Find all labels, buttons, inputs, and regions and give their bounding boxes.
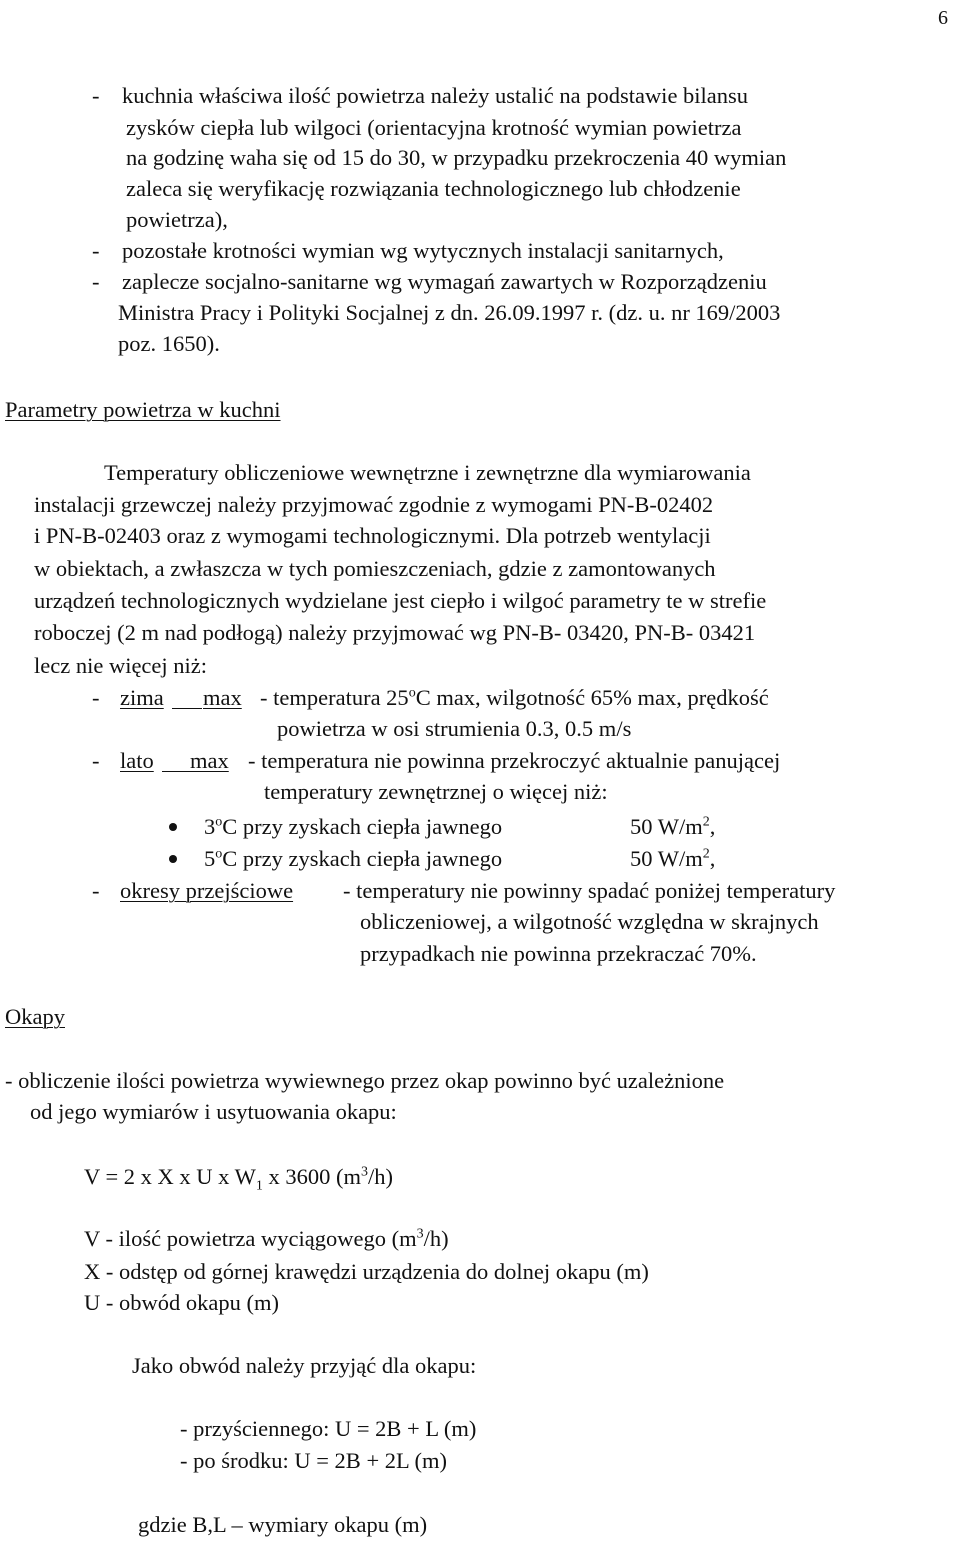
list-item: zaplecze socjalno-sanitarne wg wymagań zawartych w Rozporządzeniu <box>122 269 767 294</box>
bullet-number: 3 <box>204 814 216 839</box>
list-item: powietrza), <box>126 207 228 232</box>
perimeter-intro: Jako obwód należy przyjąć dla okapu: <box>132 1353 477 1378</box>
legend-item: U - obwód okapu (m) <box>84 1290 279 1315</box>
superscript: 2 <box>702 814 710 830</box>
list-item: zaleca się weryfikację rozwiązania technologicznego lub chłodzenie <box>126 176 741 201</box>
bullet-icon <box>169 823 177 831</box>
list-dash: - <box>92 269 100 294</box>
page-number: 6 <box>938 7 948 29</box>
section-heading-parameters: Parametry powietrza w kuchni <box>5 397 281 422</box>
hoods-list-item: - obliczenie ilości powietrza wywiewnego przez okap powinno być uzależnione <box>5 1068 725 1093</box>
bullet-item <box>204 845 502 873</box>
value-text: 50 W/m <box>630 846 703 871</box>
bullet-value <box>630 813 715 841</box>
degree-sign: o <box>215 846 223 862</box>
transition-line-1: - temperatury nie powinny spadać poniżej temperatury <box>343 878 836 903</box>
perimeter-item: - przyściennego: U = 2B + L (m) <box>180 1416 477 1441</box>
list-item: pozostałe krotności wymian wg wytycznych instalacji sanitarnych, <box>122 238 724 263</box>
value-tail: , <box>709 846 716 871</box>
transition-label: okresy przejściowe <box>120 878 294 903</box>
bullet-text: C przy zyskach ciepła jawnego <box>222 814 503 839</box>
bullet-value <box>630 845 715 873</box>
paragraph-line: i PN-B-02403 oraz z wymogami technologicznymi. Dla potrzeb wentylacji <box>34 523 711 548</box>
superscript: 3 <box>360 1164 368 1180</box>
list-dash: - <box>92 83 100 108</box>
bullet-number: 5 <box>204 846 216 871</box>
list-dash: - <box>92 878 100 903</box>
list-item: zysków ciepła lub wilgoci (orientacyjna krotność wymian powietrza <box>126 115 742 140</box>
formula <box>84 1163 393 1194</box>
legend-item <box>84 1225 449 1253</box>
list-item: Ministra Pracy i Polityki Socjalnej z dn. 26.09.1997 r. (dz. u. nr 169/2003 <box>118 300 781 325</box>
summer-label-max: max <box>190 748 229 773</box>
degree-sign: o <box>408 685 416 701</box>
paragraph-line: Temperatury obliczeniowe wewnętrzne i zewnętrzne dla wymiarowania <box>104 460 751 485</box>
bullet-icon <box>169 855 177 863</box>
formula-main: V = 2 x X x U x W <box>84 1164 256 1189</box>
value-tail: , <box>709 814 716 839</box>
winter-label: zima <box>120 685 164 710</box>
hoods-list-item: od jego wymiarów i usytuowania okapu: <box>30 1099 397 1124</box>
transition-line-2: obliczeniowej, a wilgotność względna w skrajnych <box>360 909 819 934</box>
list-item: na godzinę waha się od 15 do 30, w przypadku przekroczenia 40 wymian <box>126 145 787 170</box>
legend-item: X - odstęp od górnej krawędzi urządzenia do dolnej okapu (m) <box>84 1259 649 1284</box>
winter-line-2: powietrza w osi strumienia 0.3, 0.5 m/s <box>277 716 632 741</box>
legend-text: V - ilość powietrza wyciągowego (m <box>84 1226 417 1251</box>
formula-end: /h) <box>367 1164 393 1189</box>
winter-label-max: max <box>203 685 242 710</box>
underline-connector <box>172 708 202 709</box>
formula-mid: x 3600 (m <box>262 1164 361 1189</box>
list-dash: - <box>92 748 100 773</box>
bullet-text: C przy zyskach ciepła jawnego <box>222 846 503 871</box>
winter-temp-text: - temperatura 25 <box>260 685 409 710</box>
paragraph-line: roboczej (2 m nad podłogą) należy przyjmować wg PN-B- 03420, PN-B- 03421 <box>34 620 756 645</box>
section-heading-hoods: Okapy <box>5 1004 65 1029</box>
degree-sign: o <box>215 814 223 830</box>
where-note: gdzie B,L – wymiary okapu (m) <box>138 1512 428 1537</box>
legend-end: /h) <box>423 1226 449 1251</box>
paragraph-line: instalacji grzewczej należy przyjmować zgodnie z wymogami PN-B-02402 <box>34 492 714 517</box>
paragraph-line: urządzeń technologicznych wydzielane jest ciepło i wilgoć parametry te w strefie <box>34 588 767 613</box>
bullet-item <box>204 813 502 841</box>
subscript: 1 <box>255 1178 263 1194</box>
summer-line-2: temperatury zewnętrznej o więcej niż: <box>264 779 608 804</box>
list-dash: - <box>92 685 100 710</box>
summer-line-1: - temperatura nie powinna przekroczyć aktualnie panującej <box>248 748 781 773</box>
transition-line-3: przypadkach nie powinna przekraczać 70%. <box>360 941 757 966</box>
paragraph-line: w obiektach, a zwłaszcza w tych pomieszczeniach, gdzie z zamontowanych <box>34 556 716 581</box>
value-text: 50 W/m <box>630 814 703 839</box>
underline-connector <box>162 771 190 772</box>
list-item: poz. 1650). <box>118 331 220 356</box>
list-dash: - <box>92 238 100 263</box>
superscript: 3 <box>416 1226 424 1242</box>
winter-temp-text-end: C max, wilgotność 65% max, prędkość <box>415 685 769 710</box>
winter-line-1 <box>260 684 769 712</box>
perimeter-item: - po środku: U = 2B + 2L (m) <box>180 1448 448 1473</box>
list-item: kuchnia właściwa ilość powietrza należy ustalić na podstawie bilansu <box>122 83 749 108</box>
paragraph-line: lecz nie więcej niż: <box>34 653 208 678</box>
summer-label: lato <box>120 748 154 773</box>
superscript: 2 <box>702 846 710 862</box>
